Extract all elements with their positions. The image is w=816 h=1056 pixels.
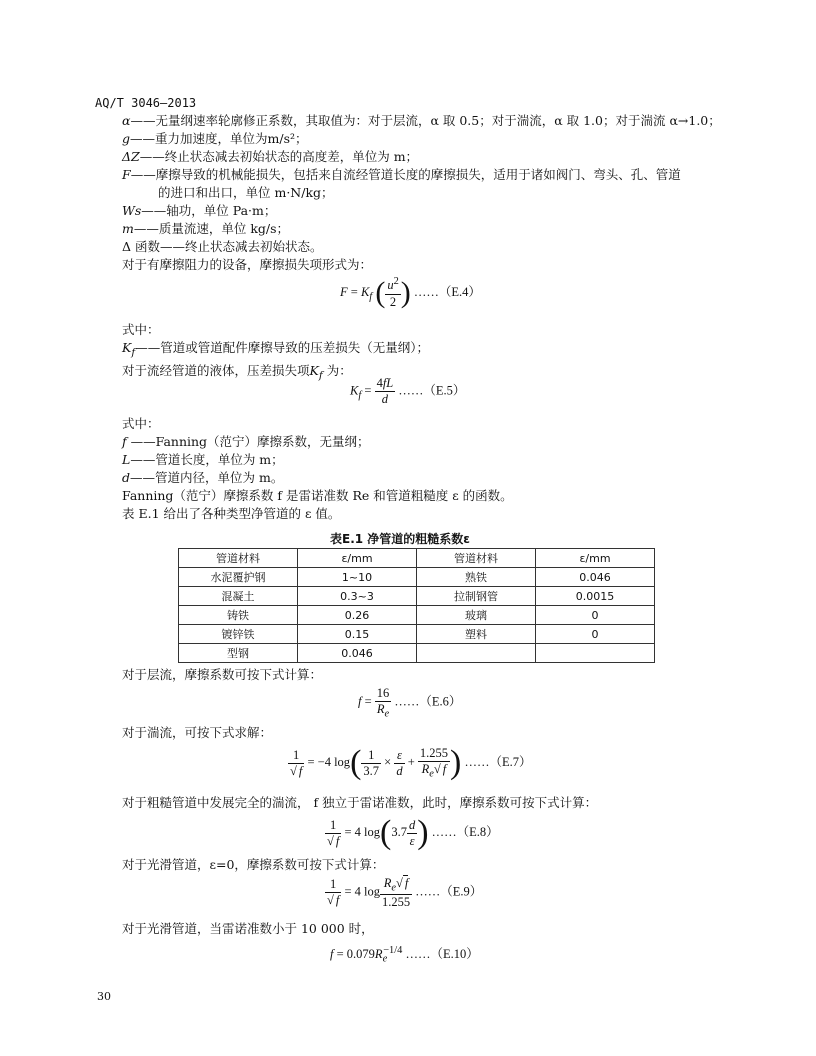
table-cell: 水泥覆护钢 <box>179 568 298 587</box>
table-cell: 型钢 <box>179 644 298 663</box>
def-f: f ——Fanning（范宁）摩擦系数，无量纲； <box>122 434 370 449</box>
table-row <box>179 568 655 587</box>
def-g: g——重力加速度，单位为m/s²； <box>122 131 308 146</box>
table-row <box>179 644 655 663</box>
def-d: d——管道内径，单位为 m。 <box>122 470 284 485</box>
equation-e4: $F = K_f$ ( $\frac{u^2}{2}$ ) ……（E.4） <box>340 276 481 309</box>
def-kf: $K_f——$管道或管道配件摩擦导致的压差损失（无量纲）； <box>122 340 429 359</box>
table-header-cell: ε/mm <box>536 549 655 568</box>
table-cell: 0.3~3 <box>298 587 417 606</box>
where-block-1 <box>122 321 429 384</box>
table-cell: 0.046 <box>298 644 417 663</box>
def-f-loss: F——摩擦导致的机械能损失，包括来自流经管道长度的摩擦损失，适用于诸如阀门、弯头、孔、管道 <box>122 167 681 182</box>
table-cell: 0.15 <box>298 625 417 644</box>
table-cell <box>536 644 655 663</box>
table-cell: 0 <box>536 625 655 644</box>
def-ws: Ws——轴功，单位 Pa·m； <box>122 203 277 218</box>
equation-e9: $\frac{1}{√ f}$ = 4 log $\frac{R_e√ f}{1.255}$ ……（E.9） <box>327 876 483 909</box>
table-row <box>179 625 655 644</box>
where-label-2: 式中： <box>122 416 160 431</box>
table-cell: 0.0015 <box>536 587 655 606</box>
laminar-intro: 对于层流，摩擦系数可按下式计算： <box>122 667 323 682</box>
table-note: 表 E.1 给出了各种类型净管道的 ε 值。 <box>122 506 341 521</box>
table-cell: 玻璃 <box>417 606 536 625</box>
def-f-loss-cont: 的进口和出口，单位 m·N/kg； <box>158 185 334 200</box>
def-m: m——质量流速，单位 kg/s； <box>122 221 290 236</box>
document-code: AQ/T 3046—2013 <box>95 96 197 110</box>
table-cell: 0.046 <box>536 568 655 587</box>
table-caption: 表E.1 净管道的粗糙系数ε <box>330 532 470 546</box>
table-header-cell: ε/mm <box>298 549 417 568</box>
where-label-1: 式中： <box>122 322 160 337</box>
table-cell: 镀锌铁 <box>179 625 298 644</box>
table-header-cell: 管道材料 <box>179 549 298 568</box>
equation-e10: $f = 0.079R_e^{-1/4}$ ……（E.10） <box>330 944 479 965</box>
smooth-re-intro: 对于光滑管道，当雷诺准数小于 10 000 时， <box>122 921 374 936</box>
equation-e8: $\frac{1}{√ f}$ = 4 log(3.7 $\frac{d}{\varepsilon}$ ) ……（E.8） <box>327 814 499 851</box>
definition-list-1 <box>122 112 721 274</box>
def-delta-z: ΔZ——终止状态减去初始状态的高度差，单位为 m； <box>122 149 419 164</box>
where-block-2 <box>122 415 513 523</box>
roughness-table <box>178 548 655 663</box>
equation-e7: $\frac{1}{√ f}$ = −4 log( $\frac{1}{3.7}$ × $\frac{\varepsilon}{d}$ + $\frac{1.255}{R_e√ f}$ ) ……（E.7） <box>290 744 532 781</box>
rough-intro: 对于粗糙管道中发展完全的湍流， f 独立于雷诺准数，此时，摩擦系数可按下式计算： <box>122 795 598 810</box>
table-cell: 1~10 <box>298 568 417 587</box>
friction-intro: 对于有摩擦阻力的设备，摩擦损失项形式为： <box>122 257 373 272</box>
table-header-cell: 管道材料 <box>417 549 536 568</box>
def-delta-fn: Δ 函数——终止状态减去初始状态。 <box>122 239 323 254</box>
table-row <box>179 587 655 606</box>
table-cell: 0 <box>536 606 655 625</box>
fanning-note: Fanning（范宁）摩擦系数 f 是雷诺准数 Re 和管道粗糙度 ε 的函数。 <box>122 488 513 503</box>
table-cell: 拉制钢管 <box>417 587 536 606</box>
turbulent-intro: 对于湍流，可按下式求解： <box>122 725 273 740</box>
equation-e5: $K_f$ = $\frac{4fL}{d}$ ……（E.5） <box>350 376 466 406</box>
table-row <box>179 606 655 625</box>
table-cell: 塑料 <box>417 625 536 644</box>
def-l: L——管道长度，单位为 m； <box>122 452 284 467</box>
table-cell: 铸铁 <box>179 606 298 625</box>
def-alpha: α——无量纲速率轮廓修正系数，其取值为：对于层流，α 取 0.5；对于湍流，α 取 1.0；对于湍流 α→1.0； <box>122 113 721 128</box>
kf-intro: 对于流经管道的液体，压差损失项$K_f$ 为： <box>122 362 352 381</box>
table-header-row <box>179 549 655 568</box>
page-number: 30 <box>97 990 111 1003</box>
table-cell: 熟铁 <box>417 568 536 587</box>
table-cell: 混凝土 <box>179 587 298 606</box>
table-cell: 0.26 <box>298 606 417 625</box>
equation-e6: f = $\frac{16}{R_e}$ ……（E.6） <box>358 686 462 720</box>
smooth-intro: 对于光滑管道，ε=0，摩擦系数可按下式计算： <box>122 857 385 872</box>
table-cell <box>417 644 536 663</box>
